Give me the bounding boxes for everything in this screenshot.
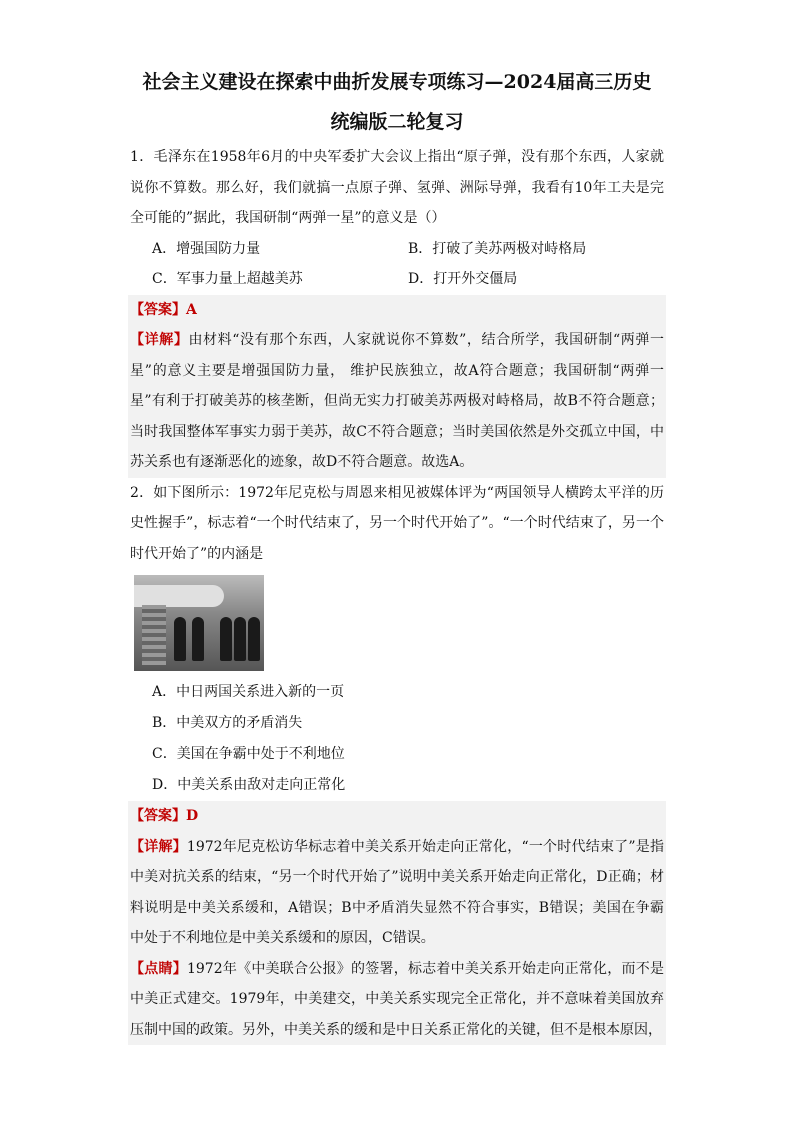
question-1-stem: 1．毛泽东在1958年6月的中央军委扩大会议上指出“原子弹，没有那个东西，人家就说你不算数。那么好，我们就搞一点原子弹、氢弹、洲际导弹，我看有10年工夫是完全可能的”据此，我国研制“两弹一星”的意义是（） [130, 149, 664, 226]
detail-tag: 【详解】 [130, 332, 189, 348]
q1-option-a: A．增强国防力量 [152, 240, 261, 257]
q1-option-b: B．打破了美苏两极对峙格局 [408, 240, 587, 257]
question-1-options [130, 234, 664, 295]
person-figure [192, 617, 204, 661]
question-1-answer-box [128, 295, 666, 478]
q2-option-c: C．美国在争霸中处于不利地位 [152, 746, 345, 762]
q1-answer-value: A [186, 301, 197, 318]
q1-detail [130, 325, 664, 478]
person-figure [174, 617, 186, 661]
stairs-shape [142, 605, 166, 665]
document-title-line1: 社会主义建设在探索中曲折发展专项练习—2024届高三历史 [142, 71, 652, 93]
question-2-answer-box [128, 801, 666, 1045]
q2-detail-text: 1972年尼克松访华标志着中美关系开始走向正常化，“一个时代结束了”是指中美对抗关系的结束，“另一个时代开始了”说明中美关系开始走向正常化，D正确；材料说明是中美关系缓和，A错误；B中矛盾消失显然不符合事实，B错误；美国在争霸中处于不利地位是中美关系缓和的原因，C错误。 [130, 838, 665, 946]
q1-detail-text: 由材料“没有那个东西，人家就说你不算数”，结合所学，我国研制“两弹一星”的意义主要是增强国防力量， 维护民族独立，故A符合题意；我国研制“两弹一星”有利于打破美苏的核垄断，但尚无实力打破美苏两极对峙格局，故B不符合题意；当时我国整体军事实力弱于美苏，故C不符合题意；当时美国依然是外交孤立中国，中苏关系也有逐渐恶化的迹象，故D不符合题意。故选A。 [130, 332, 664, 470]
q2-option-a: A．中日两国关系进入新的一页 [152, 684, 345, 700]
q2-option-d: D．中美关系由敌对走向正常化 [152, 777, 346, 793]
person-figure [234, 617, 246, 661]
q2-point [130, 954, 664, 1046]
nixon-zhou-handshake-photo [134, 575, 264, 671]
q1-answer [130, 295, 664, 326]
q2-option-b: B．中美双方的矛盾消失 [152, 715, 303, 731]
question-2-stem: 2．如下图所示：1972年尼克松与周恩来相见被媒体评为“两国领导人横跨太平洋的历史性握手”，标志着“一个时代结束了，另一个时代开始了”。“一个时代结束了，另一个时代开始了”的内涵是 [130, 484, 664, 562]
q2-answer [130, 801, 664, 832]
q1-option-c: C．军事力量上超越美苏 [152, 270, 303, 287]
person-figure [220, 617, 232, 661]
answer-tag: 【答案】 [130, 301, 186, 318]
q2-point-text: 1972年《中美联合公报》的签署，标志着中美关系开始走向正常化，而不是中美正式建交。1979年，中美建交，中美关系实现完全正常化，并不意味着美国放弃压制中国的政策。另外，中美关系的缓和是中日关系正常化的关键，但不是根本原因， [130, 960, 664, 1038]
detail-tag: 【详解】 [130, 838, 187, 855]
answer-tag: 【答案】 [130, 808, 186, 824]
airplane-shape [134, 585, 224, 607]
q2-answer-value: D [186, 808, 199, 824]
document-title-line2: 统编版二轮复习 [330, 111, 464, 133]
person-figure [248, 617, 260, 661]
q1-option-d: D．打开外交僵局 [408, 270, 518, 287]
point-tag: 【点睛】 [130, 960, 187, 977]
q2-detail [130, 832, 664, 954]
document-page [130, 0, 664, 1045]
